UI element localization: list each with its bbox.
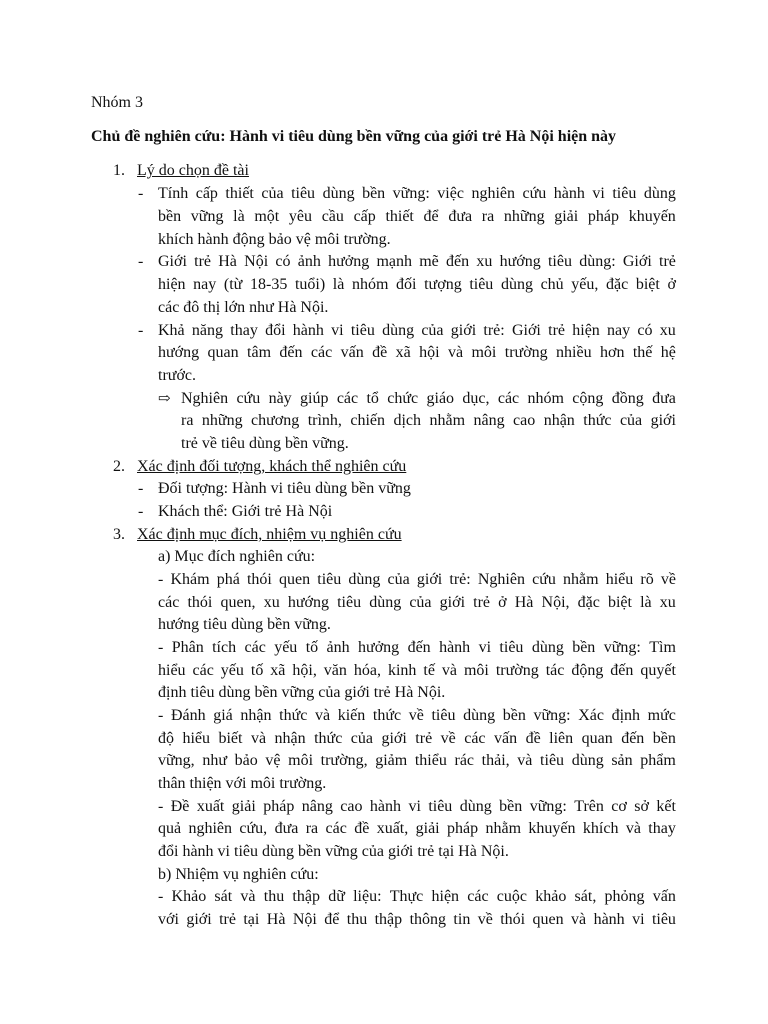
purpose-4-line: quả nghiên cứu, đưa ra các đề xuất, giải pháp nhằm khuyến khích và thay — [158, 820, 676, 837]
section-2-heading: Xác định đối tượng, khách thể nghiên cứu — [137, 458, 407, 475]
reason-2-line: hiện nay (từ 18-35 tuổi) là nhóm đối tượng tiêu dùng chủ yếu, đặc biệt ở — [158, 276, 676, 293]
bullet-dash: - — [138, 503, 144, 520]
purpose-3-line: thân thiện với môi trường. — [158, 775, 327, 792]
purpose-4-line: đổi hành vi tiêu dùng bền vững của giới trẻ tại Hà Nội. — [158, 843, 509, 860]
reason-2-line: các đô thị lớn như Hà Nội. — [158, 299, 329, 316]
conclusion-line: ra những chương trình, chiến dịch nhằm nâng cao nhận thức của giới — [181, 412, 676, 429]
purpose-1-line: hướng tiêu dùng bền vững. — [158, 616, 331, 633]
reason-1-line: khích hành động bảo vệ môi trường. — [158, 231, 391, 248]
purpose-2-line: định tiêu dùng bền vững của giới trẻ Hà Nội. — [158, 684, 446, 701]
task-1-line: - Khảo sát và thu thập dữ liệu: Thực hiện các cuộc khảo sát, phỏng vấn — [158, 888, 676, 905]
arrow-right-icon: ⇨ — [158, 391, 171, 407]
section-1-number: 1. — [113, 162, 125, 179]
reason-3-line: trước. — [158, 367, 197, 384]
section-3-heading: Xác định mục đích, nhiệm vụ nghiên cứu — [137, 526, 402, 543]
bullet-dash: - — [138, 185, 144, 202]
purpose-1-line: - Khám phá thói quen tiêu dùng của giới trẻ: Nghiên cứu nhằm hiểu rõ về — [158, 571, 676, 588]
purpose-label: a) Mục đích nghiên cứu: — [158, 548, 316, 565]
bullet-dash: - — [138, 480, 144, 497]
section-3-number: 3. — [113, 526, 125, 543]
reason-1-line: bền vững là một yêu cầu cấp thiết để đưa ra những giải pháp khuyến — [158, 208, 676, 225]
bullet-dash: - — [138, 322, 144, 339]
tasks-label: b) Nhiệm vụ nghiên cứu: — [158, 866, 319, 883]
purpose-3-line: độ hiểu biết và nhận thức của giới trẻ về các vấn đề liên quan đến bền — [158, 730, 676, 747]
purpose-3-line: vững, như bảo vệ môi trường, giảm thiểu rác thải, và tiêu dùng sản phẩm — [158, 752, 676, 769]
object-item: Khách thể: Giới trẻ Hà Nội — [158, 503, 333, 520]
reason-1-line: Tính cấp thiết của tiêu dùng bền vững: việc nghiên cứu hành vi tiêu dùng — [158, 185, 676, 202]
purpose-3-line: - Đánh giá nhận thức và kiến thức về tiêu dùng bền vững: Xác định mức — [158, 707, 676, 724]
section-2-number: 2. — [113, 458, 125, 475]
purpose-2-line: hiểu các yếu tố xã hội, văn hóa, kinh tế và môi trường tác động đến quyết — [158, 662, 676, 679]
reason-3-line: hướng quan tâm đến các vấn đề xã hội và môi trường nhiều hơn thế hệ — [158, 344, 676, 361]
purpose-1-line: các thói quen, xu hướng tiêu dùng của giới trẻ ở Hà Nội, đặc biệt là xu — [158, 594, 676, 611]
group-label: Nhóm 3 — [91, 94, 143, 111]
conclusion-line: trẻ về tiêu dùng bền vững. — [181, 435, 349, 452]
conclusion-line: Nghiên cứu này giúp các tổ chức giáo dục, các nhóm cộng đồng đưa — [181, 390, 676, 407]
document-title: Chủ đề nghiên cứu: Hành vi tiêu dùng bền vững của giới trẻ Hà Nội hiện này — [91, 128, 617, 145]
reason-2-line: Giới trẻ Hà Nội có ảnh hưởng mạnh mẽ đến xu hướng tiêu dùng: Giới trẻ — [158, 253, 676, 270]
section-1-heading: Lý do chọn đề tài — [137, 162, 249, 179]
bullet-dash: - — [138, 253, 144, 270]
task-1-line: với giới trẻ tại Hà Nội để thu thập thông tin về thói quen và hành vi tiêu — [158, 911, 676, 928]
purpose-2-line: - Phân tích các yếu tố ảnh hưởng đến hành vi tiêu dùng bền vững: Tìm — [158, 639, 676, 656]
subject-item: Đối tượng: Hành vi tiêu dùng bền vững — [158, 480, 411, 497]
purpose-4-line: - Đề xuất giải pháp nâng cao hành vi tiêu dùng bền vững: Trên cơ sở kết — [158, 798, 676, 815]
reason-3-line: Khả năng thay đổi hành vi tiêu dùng của giới trẻ: Giới trẻ hiện nay có xu — [158, 322, 676, 339]
